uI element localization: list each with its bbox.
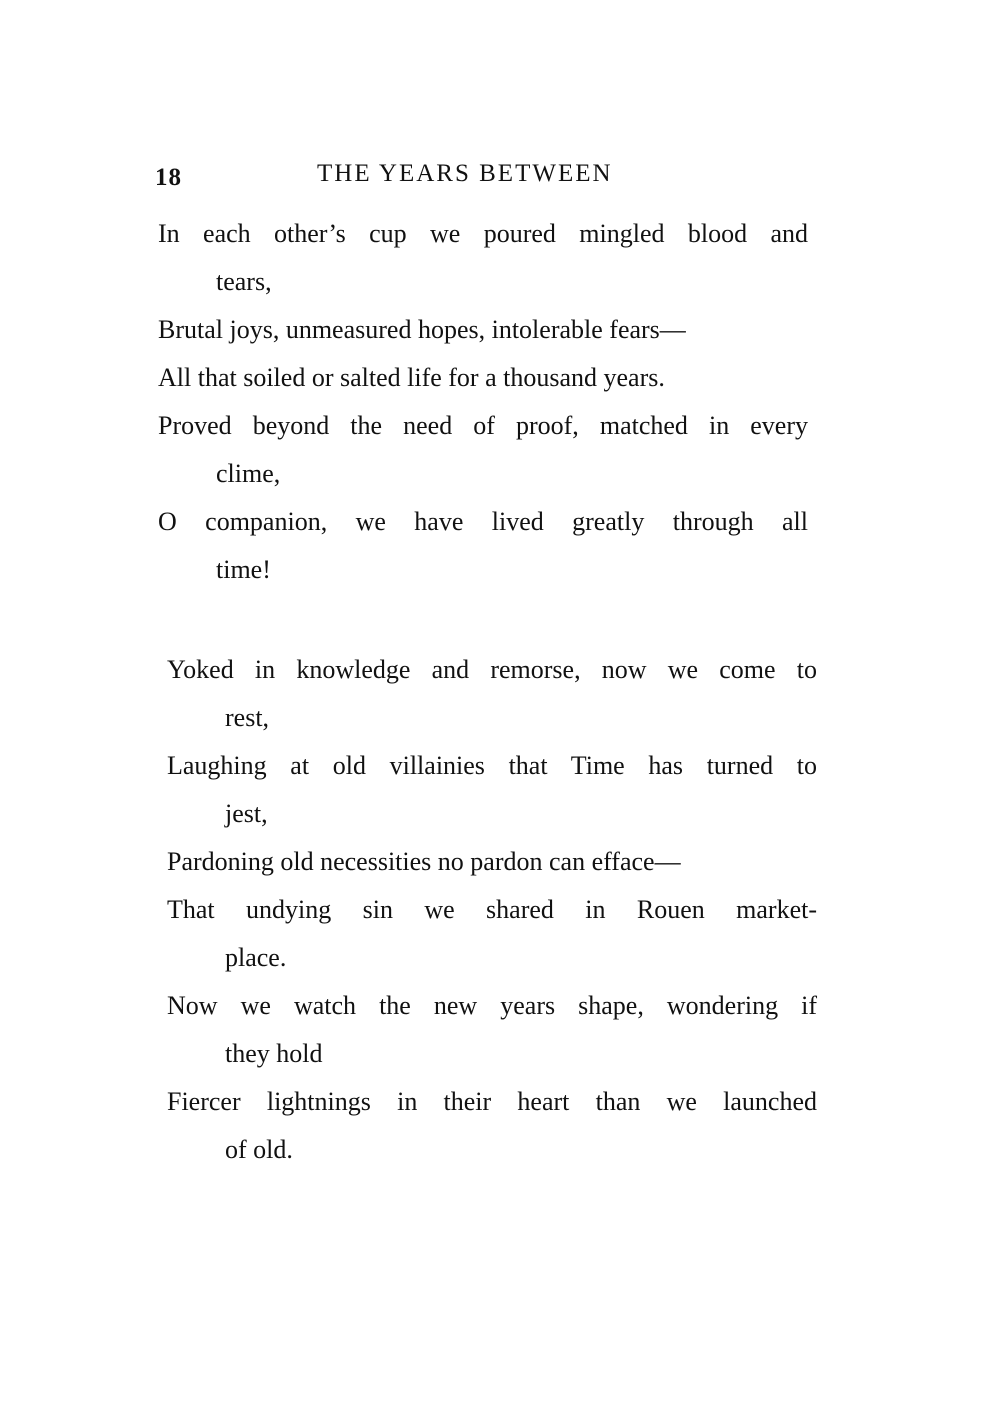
verse-line-continuation: jest, xyxy=(225,799,268,828)
stanza-2 xyxy=(167,646,817,1174)
verse-line-continuation: time! xyxy=(216,555,271,584)
verse-line-continuation: clime, xyxy=(216,459,281,488)
verse-line-continuation: of old. xyxy=(225,1135,293,1164)
verse-line: Fiercer lightnings in their heart than we launched xyxy=(167,1087,817,1116)
verse-line-continuation: rest, xyxy=(225,703,270,732)
verse-line: O companion, we have lived greatly through all xyxy=(158,507,808,536)
verse-line-continuation: they hold xyxy=(225,1039,323,1068)
verse-line: That undying sin we shared in Rouen market- xyxy=(167,895,817,924)
stanza-1 xyxy=(158,210,808,594)
verse-line: Brutal joys, unmeasured hopes, intolerable fears— xyxy=(158,315,686,344)
verse-line-continuation: tears, xyxy=(216,267,272,296)
verse-line: All that soiled or salted life for a thousand years. xyxy=(158,363,665,392)
verse-line: Pardoning old necessities no pardon can efface— xyxy=(167,847,681,876)
page-header xyxy=(155,160,795,200)
verse-line-continuation: place. xyxy=(225,943,287,972)
verse-line: Laughing at old villainies that Time has turned to xyxy=(167,751,817,780)
verse-line: Yoked in knowledge and remorse, now we come to xyxy=(167,655,817,684)
running-title: THE YEARS BETWEEN xyxy=(317,160,613,187)
verse-line: Proved beyond the need of proof, matched in every xyxy=(158,411,808,440)
page-number: 18 xyxy=(155,164,182,191)
verse-line: In each other’s cup we poured mingled blood and xyxy=(158,219,808,248)
verse-line: Now we watch the new years shape, wondering if xyxy=(167,991,817,1020)
